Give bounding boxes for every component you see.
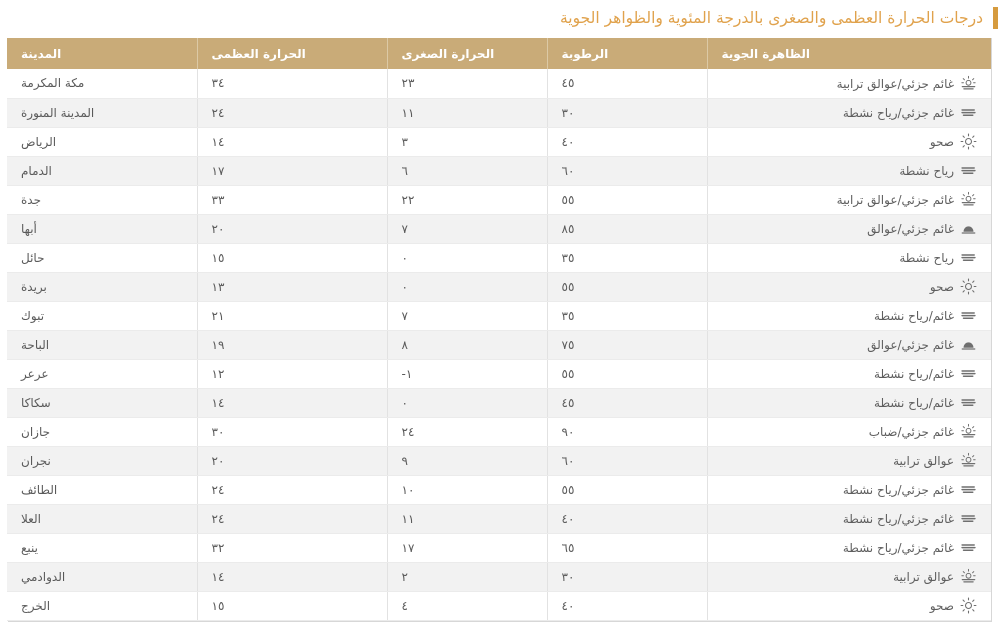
- weather-table-container: [8, 38, 992, 622]
- cell-max-temp: ١٥: [197, 591, 387, 620]
- cell-min-temp: ٠: [387, 272, 547, 301]
- cell-city: الرياض: [7, 127, 197, 156]
- phenomenon-content: [722, 563, 978, 591]
- cell-city: جازان: [7, 417, 197, 446]
- cell-humidity: ٦٠: [547, 446, 707, 475]
- cell-phenomenon: [707, 417, 991, 446]
- cell-humidity: ٦٥: [547, 533, 707, 562]
- cell-phenomenon: [707, 504, 991, 533]
- cloud-icon: [960, 220, 977, 237]
- cell-min-temp: ٠: [387, 243, 547, 272]
- cell-min-temp: ٧: [387, 214, 547, 243]
- phenomenon-content: [722, 331, 978, 359]
- cell-max-temp: ٢١: [197, 301, 387, 330]
- title-accent-bar: [993, 7, 998, 29]
- column-header-phenomenon: الظاهرة الجوية: [707, 38, 991, 69]
- cell-phenomenon: [707, 214, 991, 243]
- phenomenon-label: رياح نشطة: [899, 164, 954, 178]
- cell-humidity: ٤٠: [547, 504, 707, 533]
- table-header-row: [7, 38, 991, 69]
- cell-humidity: ٨٥: [547, 214, 707, 243]
- cell-min-temp: ٢٣: [387, 69, 547, 98]
- column-header-humidity: الرطوبة: [547, 38, 707, 69]
- cell-phenomenon: [707, 98, 991, 127]
- wind-icon: [960, 365, 977, 382]
- cell-city: الدمام: [7, 156, 197, 185]
- wind-icon: [960, 249, 977, 266]
- cell-max-temp: ١٢: [197, 359, 387, 388]
- cell-humidity: ٣٠: [547, 562, 707, 591]
- cell-city: الطائف: [7, 475, 197, 504]
- cell-humidity: ٥٥: [547, 185, 707, 214]
- phenomenon-label: غائم جزئي/رياح نشطة: [842, 483, 954, 497]
- cell-city: الدوادمي: [7, 562, 197, 591]
- cell-phenomenon: [707, 243, 991, 272]
- table-row: [7, 243, 991, 272]
- cell-max-temp: ١٥: [197, 243, 387, 272]
- cell-city: أبها: [7, 214, 197, 243]
- cell-max-temp: ١٤: [197, 127, 387, 156]
- table-row: [7, 475, 991, 504]
- cell-humidity: ٣٥: [547, 243, 707, 272]
- cell-phenomenon: [707, 388, 991, 417]
- cell-humidity: ٤٥: [547, 388, 707, 417]
- sun-icon: [960, 133, 977, 150]
- column-header-min-temp: الحرارة الصغرى: [387, 38, 547, 69]
- phenomenon-content: [722, 534, 978, 562]
- cell-min-temp: ١٠: [387, 475, 547, 504]
- cell-max-temp: ٢٤: [197, 475, 387, 504]
- table-row: [7, 301, 991, 330]
- cell-humidity: ٧٥: [547, 330, 707, 359]
- cell-city: حائل: [7, 243, 197, 272]
- cell-humidity: ٥٥: [547, 359, 707, 388]
- cell-phenomenon: [707, 272, 991, 301]
- cell-max-temp: ١٧: [197, 156, 387, 185]
- cell-min-temp: ٢٤: [387, 417, 547, 446]
- phenomenon-content: [722, 389, 978, 417]
- table-row: [7, 69, 991, 98]
- phenomenon-label: غائم جزئي/ضباب: [868, 425, 954, 439]
- table-row: [7, 446, 991, 475]
- phenomenon-content: [722, 215, 978, 243]
- table-row: [7, 533, 991, 562]
- cell-city: الباحة: [7, 330, 197, 359]
- page-header: [0, 0, 1000, 36]
- cell-max-temp: ٣٣: [197, 185, 387, 214]
- cell-min-temp: ١١: [387, 504, 547, 533]
- cell-humidity: ٤٥: [547, 69, 707, 98]
- cell-phenomenon: [707, 69, 991, 98]
- cell-max-temp: ٢٤: [197, 98, 387, 127]
- table-row: [7, 156, 991, 185]
- cell-city: عرعر: [7, 359, 197, 388]
- column-header-max-temp: الحرارة العظمى: [197, 38, 387, 69]
- cell-phenomenon: [707, 359, 991, 388]
- phenomenon-label: عوالق ترابية: [893, 454, 954, 468]
- cell-city: ينبع: [7, 533, 197, 562]
- sun-haze-icon: [960, 452, 977, 469]
- sun-haze-icon: [960, 191, 977, 208]
- phenomenon-content: [722, 592, 978, 620]
- cell-max-temp: ٢٠: [197, 446, 387, 475]
- phenomenon-content: [722, 186, 978, 214]
- sun-haze-icon: [960, 568, 977, 585]
- phenomenon-label: غائم جزئي/عوالق: [867, 338, 954, 352]
- phenomenon-content: [722, 302, 978, 330]
- cell-max-temp: ١٤: [197, 388, 387, 417]
- cell-min-temp: ١١: [387, 98, 547, 127]
- phenomenon-label: رياح نشطة: [899, 251, 954, 265]
- phenomenon-label: غائم/رياح نشطة: [874, 367, 954, 381]
- wind-icon: [960, 162, 977, 179]
- cell-min-temp: ١-: [387, 359, 547, 388]
- cell-min-temp: ١٧: [387, 533, 547, 562]
- cell-humidity: ٣٠: [547, 98, 707, 127]
- phenomenon-label: غائم جزئي/عوالق ترابية: [836, 193, 954, 207]
- table-row: [7, 359, 991, 388]
- phenomenon-label: غائم/رياح نشطة: [874, 396, 954, 410]
- phenomenon-content: [722, 418, 978, 446]
- table-row: [7, 330, 991, 359]
- cell-phenomenon: [707, 330, 991, 359]
- cell-phenomenon: [707, 301, 991, 330]
- cell-humidity: ٣٥: [547, 301, 707, 330]
- phenomenon-content: [722, 476, 978, 504]
- phenomenon-content: [722, 99, 978, 127]
- phenomenon-label: غائم جزئي/رياح نشطة: [842, 106, 954, 120]
- cell-humidity: ٩٠: [547, 417, 707, 446]
- cell-humidity: ٤٠: [547, 591, 707, 620]
- phenomenon-label: غائم/رياح نشطة: [874, 309, 954, 323]
- wind-icon: [960, 481, 977, 498]
- cell-max-temp: ٢٤: [197, 504, 387, 533]
- cell-humidity: ٥٥: [547, 475, 707, 504]
- cell-city: بريدة: [7, 272, 197, 301]
- cell-phenomenon: [707, 446, 991, 475]
- cell-city: نجران: [7, 446, 197, 475]
- phenomenon-content: [722, 505, 978, 533]
- table-row: [7, 388, 991, 417]
- sun-haze-icon: [960, 423, 977, 440]
- cell-city: الخرج: [7, 591, 197, 620]
- table-row: [7, 504, 991, 533]
- sun-haze-icon: [960, 75, 977, 92]
- cell-phenomenon: [707, 562, 991, 591]
- cell-humidity: ٤٠: [547, 127, 707, 156]
- wind-icon: [960, 510, 977, 527]
- phenomenon-content: [722, 273, 978, 301]
- wind-icon: [960, 539, 977, 556]
- wind-icon: [960, 104, 977, 121]
- phenomenon-content: [722, 360, 978, 388]
- table-row: [7, 272, 991, 301]
- cell-min-temp: ٢: [387, 562, 547, 591]
- table-row: [7, 185, 991, 214]
- table-header: [7, 38, 991, 69]
- cell-phenomenon: [707, 533, 991, 562]
- page-title: درجات الحرارة العظمى والصغرى بالدرجة المئوية والظواهر الجوية: [560, 9, 983, 28]
- cell-city: مكة المكرمة: [7, 69, 197, 98]
- cell-min-temp: ٧: [387, 301, 547, 330]
- phenomenon-label: غائم جزئي/عوالق: [867, 222, 954, 236]
- cell-max-temp: ٣٤: [197, 69, 387, 98]
- cell-min-temp: ٩: [387, 446, 547, 475]
- cell-max-temp: ٣٠: [197, 417, 387, 446]
- phenomenon-content: [722, 447, 978, 475]
- cell-city: جدة: [7, 185, 197, 214]
- cell-phenomenon: [707, 156, 991, 185]
- table-body: [7, 69, 991, 620]
- cell-max-temp: ١٩: [197, 330, 387, 359]
- wind-icon: [960, 307, 977, 324]
- cell-city: العلا: [7, 504, 197, 533]
- column-header-city: المدينة: [7, 38, 197, 69]
- cloud-icon: [960, 336, 977, 353]
- phenomenon-label: صحو: [929, 599, 954, 613]
- cell-max-temp: ١٤: [197, 562, 387, 591]
- phenomenon-label: صحو: [929, 280, 954, 294]
- cell-phenomenon: [707, 185, 991, 214]
- table-row: [7, 214, 991, 243]
- cell-min-temp: ٠: [387, 388, 547, 417]
- table-row: [7, 98, 991, 127]
- cell-max-temp: ١٣: [197, 272, 387, 301]
- table-row: [7, 591, 991, 620]
- cell-min-temp: ٨: [387, 330, 547, 359]
- cell-min-temp: ٣: [387, 127, 547, 156]
- cell-min-temp: ٢٢: [387, 185, 547, 214]
- phenomenon-label: غائم جزئي/عوالق ترابية: [836, 76, 954, 91]
- cell-humidity: ٥٥: [547, 272, 707, 301]
- cell-humidity: ٦٠: [547, 156, 707, 185]
- cell-min-temp: ٦: [387, 156, 547, 185]
- phenomenon-content: [722, 69, 978, 98]
- phenomenon-label: عوالق ترابية: [893, 570, 954, 584]
- phenomenon-label: صحو: [929, 135, 954, 149]
- phenomenon-label: غائم جزئي/رياح نشطة: [842, 541, 954, 555]
- cell-phenomenon: [707, 591, 991, 620]
- cell-city: سكاكا: [7, 388, 197, 417]
- cell-city: المدينة المنورة: [7, 98, 197, 127]
- cell-max-temp: ٣٢: [197, 533, 387, 562]
- weather-table: [7, 38, 991, 621]
- cell-min-temp: ٤: [387, 591, 547, 620]
- cell-max-temp: ٢٠: [197, 214, 387, 243]
- table-row: [7, 417, 991, 446]
- cell-city: تبوك: [7, 301, 197, 330]
- wind-icon: [960, 394, 977, 411]
- sun-icon: [960, 597, 977, 614]
- phenomenon-content: [722, 157, 978, 185]
- table-row: [7, 127, 991, 156]
- phenomenon-content: [722, 128, 978, 156]
- cell-phenomenon: [707, 475, 991, 504]
- phenomenon-label: غائم جزئي/رياح نشطة: [842, 512, 954, 526]
- cell-phenomenon: [707, 127, 991, 156]
- phenomenon-content: [722, 244, 978, 272]
- sun-icon: [960, 278, 977, 295]
- table-row: [7, 562, 991, 591]
